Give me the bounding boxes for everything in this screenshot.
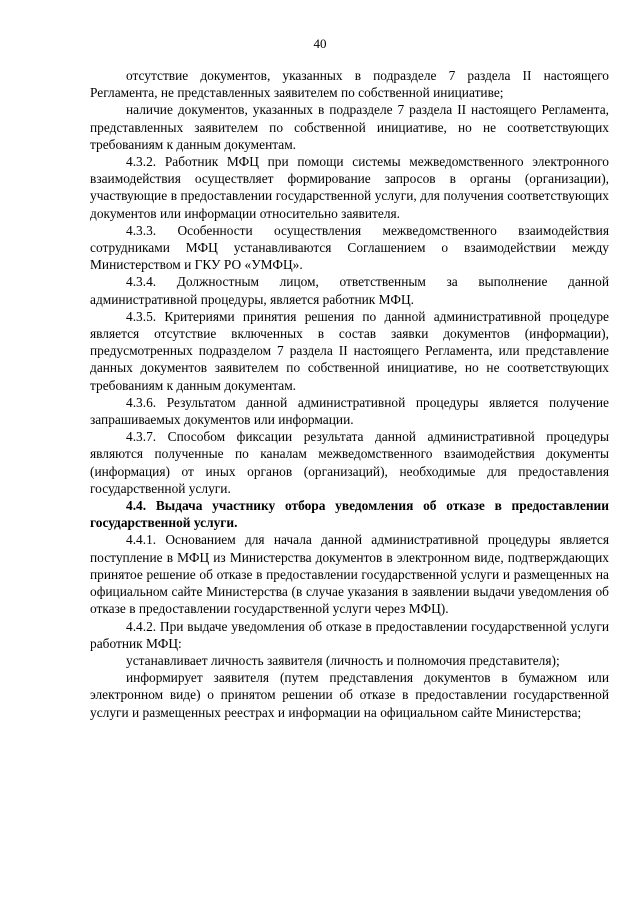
paragraph-4-3-6: 4.3.6. Результатом данной административной процедуры является получение запрашиваемых документов или информации. <box>90 394 609 428</box>
paragraph-establish-identity: устанавливает личность заявителя (личность и полномочия представителя); <box>126 652 560 668</box>
paragraph-4-3-4: 4.3.4. Должностным лицом, ответственным за выполнение данной административной процедуры, является работник МФЦ. <box>90 274 609 307</box>
paragraph-4-3-5: 4.3.5. Критериями принятия решения по данной административной процедуре является отсутствие включенных в состав заявки документов (информации), предусмотренных подразделом 7 раздела II настоящего Регламента, или представление данных документов заявителем по собственной инициативе, но не соответствующих требованиям к данным документам. <box>90 308 609 393</box>
section-heading-4-4: 4.4. Выдача участнику отбора уведомления об отказе в предоставлении государственной услуги. <box>90 498 609 531</box>
paragraph-4-3-3: 4.3.3. Особенности осуществления межведомственного взаимодействия сотрудниками МФЦ устанавливаются Соглашением о взаимодействии между Министерством и ГКУ РО «УМФЦ». <box>90 222 609 273</box>
paragraph-present-documents: наличие документов, указанных в подразделе 7 раздела II настоящего Регламента, представленных заявителем по собственной инициативе, но не соответствующих требованиям к данным документам. <box>90 102 609 152</box>
paragraph-4-4-1: 4.4.1. Основанием для начала данной административной процедуры является поступление в МФЦ из Министерства документов в электронном виде, подтверждающих принятое решение об отказе в предоставлении государственной услуги и размещенных на официальном сайте Министерства (в случае указания в заявлении выдачи уведомления об отказе в предоставлении государственной услуги через МФЦ). <box>90 532 609 617</box>
document-body <box>90 67 609 721</box>
paragraph-4-3-2: 4.3.2. Работник МФЦ при помощи системы межведомственного электронного взаимодействия осуществляет формирование запросов в органы (организации), участвующие в предоставлении государственной услуги, для получения соответствующих документов или информации относительно заявителя. <box>90 154 609 221</box>
paragraph-inform-applicant: информирует заявителя (путем представления документов в бумажном или электронном виде) о принятом решении об отказе в предоставлении государственной услуги и размещенных реестрах и информации на официальном сайте Министерства; <box>90 670 609 720</box>
paragraph-4-3-7: 4.3.7. Способом фиксации результата данной административной процедуры являются полученные по каналам межведомственного взаимодействия документы (информация) от иных органов (организаций), необходимые для предоставления государственной услуги. <box>90 429 609 496</box>
paragraph-missing-documents: отсутствие документов, указанных в подразделе 7 раздела II настоящего Регламента, не представленных заявителем по собственной инициативе; <box>90 68 609 101</box>
page-number: 40 <box>313 36 327 51</box>
paragraph-4-4-2: 4.4.2. При выдаче уведомления об отказе в предоставлении государственной услуги работник МФЦ: <box>90 618 609 651</box>
